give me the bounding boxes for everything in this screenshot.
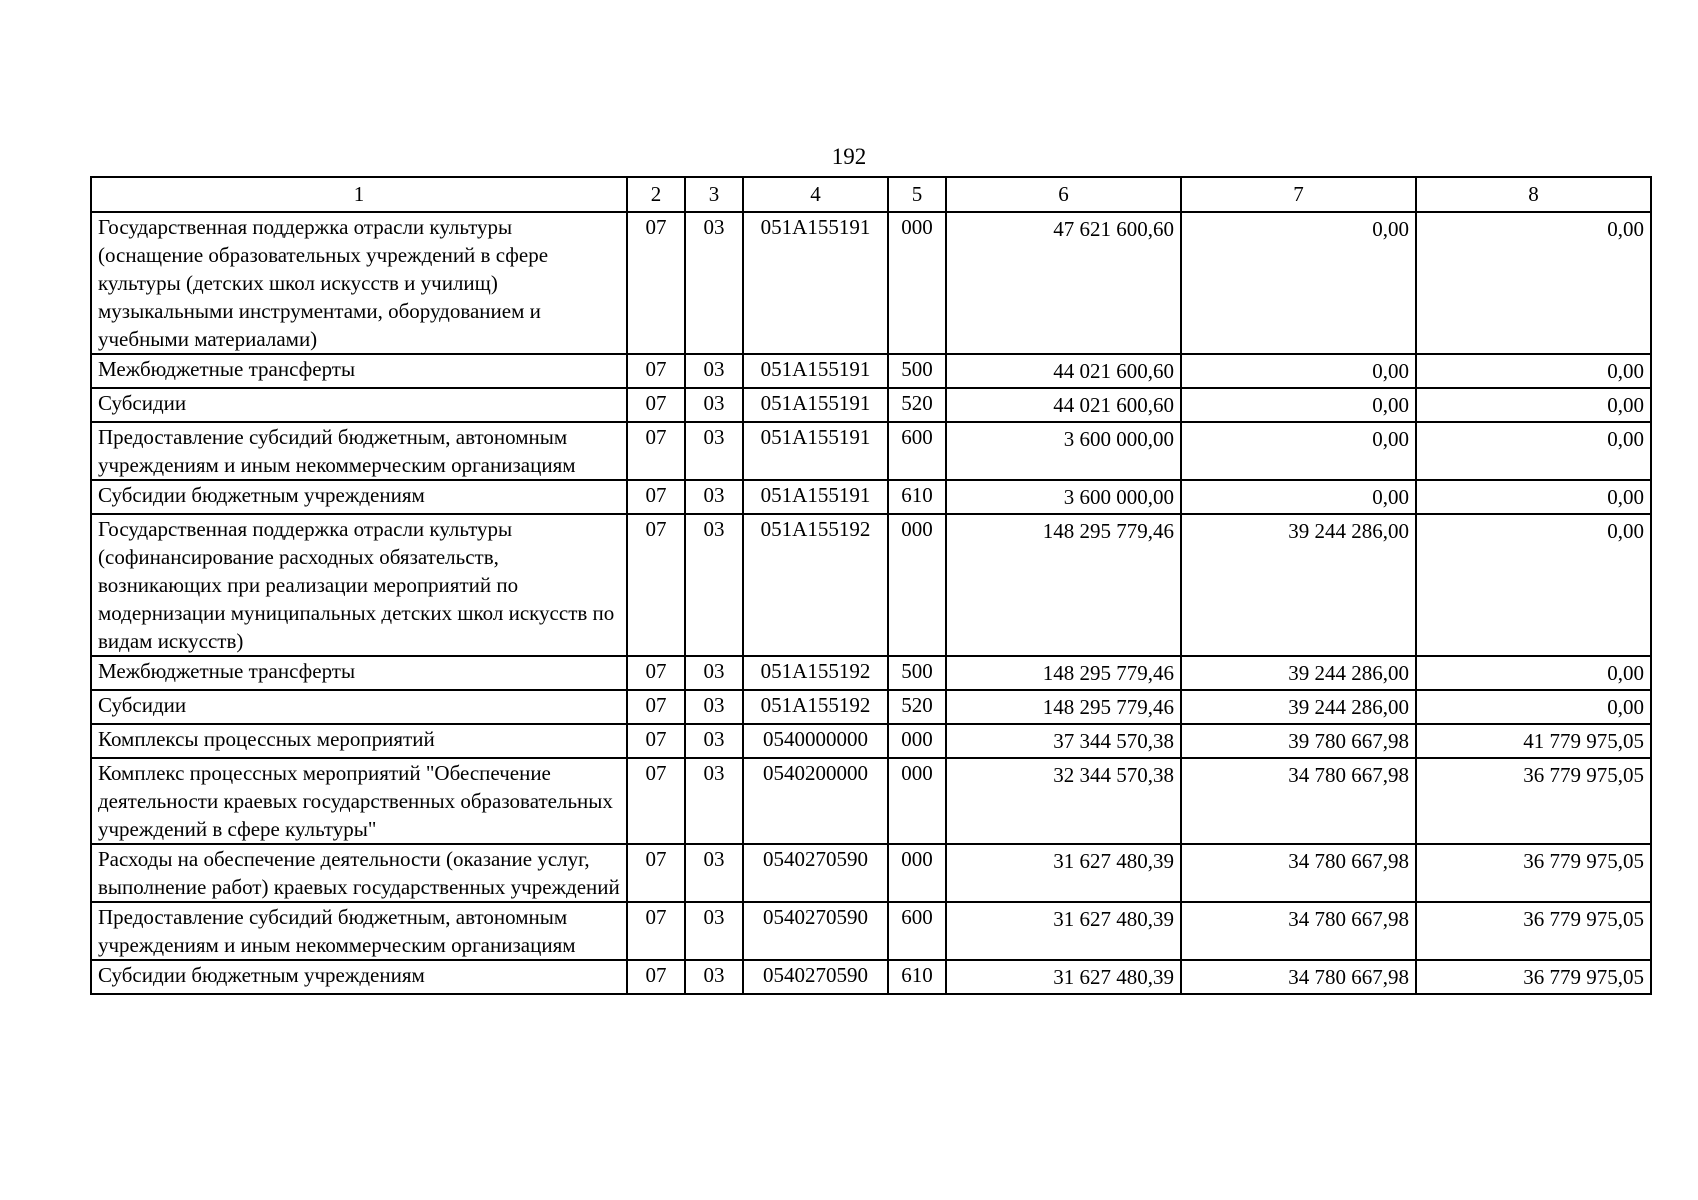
subsection-code: 03 <box>685 514 743 656</box>
subsection-code: 03 <box>685 902 743 960</box>
target-article-code: 0540270590 <box>743 844 888 902</box>
section-code: 07 <box>627 354 685 388</box>
row-name: Предоставление субсидий бюджетным, автономным учреждениям и иным некоммерческим организациям <box>91 422 627 480</box>
table-row <box>91 758 1651 844</box>
amount-col6: 47 621 600,60 <box>946 212 1181 354</box>
section-code: 07 <box>627 724 685 758</box>
table-row <box>91 480 1651 514</box>
subsection-code: 03 <box>685 844 743 902</box>
expense-type-code: 610 <box>888 480 946 514</box>
amount-col8: 36 779 975,05 <box>1416 844 1651 902</box>
table-row <box>91 212 1651 354</box>
amount-col6: 148 295 779,46 <box>946 690 1181 724</box>
amount-col6: 148 295 779,46 <box>946 514 1181 656</box>
subsection-code: 03 <box>685 758 743 844</box>
row-name: Государственная поддержка отрасли культуры (оснащение образовательных учреждений в сфере культуры (детских школ искусств и училищ) музыкальными инструментами, оборудованием и учебными материалами) <box>91 212 627 354</box>
amount-col8: 0,00 <box>1416 514 1651 656</box>
amount-col8: 0,00 <box>1416 388 1651 422</box>
amount-col8: 36 779 975,05 <box>1416 758 1651 844</box>
subsection-code: 03 <box>685 480 743 514</box>
expense-type-code: 500 <box>888 656 946 690</box>
section-code: 07 <box>627 422 685 480</box>
amount-col7: 0,00 <box>1181 480 1416 514</box>
page-number: 192 <box>831 144 867 169</box>
amount-col8: 0,00 <box>1416 422 1651 480</box>
header-cell: 2 <box>627 177 685 212</box>
amount-col7: 39 780 667,98 <box>1181 724 1416 758</box>
header-cell: 5 <box>888 177 946 212</box>
row-name: Субсидии бюджетным учреждениям <box>91 480 627 514</box>
table-row <box>91 388 1651 422</box>
target-article-code: 0540000000 <box>743 724 888 758</box>
section-code: 07 <box>627 690 685 724</box>
amount-col8: 41 779 975,05 <box>1416 724 1651 758</box>
amount-col6: 31 627 480,39 <box>946 902 1181 960</box>
amount-col8: 36 779 975,05 <box>1416 960 1651 994</box>
table-row <box>91 902 1651 960</box>
target-article-code: 0540200000 <box>743 758 888 844</box>
target-article-code: 051A155192 <box>743 514 888 656</box>
amount-col7: 0,00 <box>1181 388 1416 422</box>
amount-col8: 0,00 <box>1416 212 1651 354</box>
section-code: 07 <box>627 844 685 902</box>
expense-type-code: 000 <box>888 758 946 844</box>
expense-type-code: 000 <box>888 724 946 758</box>
amount-col6: 44 021 600,60 <box>946 388 1181 422</box>
amount-col8: 0,00 <box>1416 354 1651 388</box>
target-article-code: 051A155191 <box>743 480 888 514</box>
subsection-code: 03 <box>685 690 743 724</box>
header-cell: 1 <box>91 177 627 212</box>
budget-table <box>90 176 1652 995</box>
header-cell: 8 <box>1416 177 1651 212</box>
amount-col6: 32 344 570,38 <box>946 758 1181 844</box>
expense-type-code: 000 <box>888 844 946 902</box>
header-cell: 6 <box>946 177 1181 212</box>
target-article-code: 051A155191 <box>743 422 888 480</box>
row-name: Субсидии <box>91 388 627 422</box>
header-cell: 3 <box>685 177 743 212</box>
section-code: 07 <box>627 902 685 960</box>
section-code: 07 <box>627 212 685 354</box>
target-article-code: 0540270590 <box>743 902 888 960</box>
target-article-code: 051A155192 <box>743 690 888 724</box>
section-code: 07 <box>627 656 685 690</box>
row-name: Межбюджетные трансферты <box>91 656 627 690</box>
amount-col7: 34 780 667,98 <box>1181 758 1416 844</box>
section-code: 07 <box>627 514 685 656</box>
row-name: Субсидии бюджетным учреждениям <box>91 960 627 994</box>
amount-col7: 34 780 667,98 <box>1181 960 1416 994</box>
amount-col7: 39 244 286,00 <box>1181 514 1416 656</box>
amount-col6: 31 627 480,39 <box>946 960 1181 994</box>
target-article-code: 051A155191 <box>743 354 888 388</box>
row-name: Государственная поддержка отрасли культуры (софинансирование расходных обязательств, возникающих при реализации мероприятий по модернизации муниципальных детских школ искусств по видам искусств) <box>91 514 627 656</box>
amount-col6: 31 627 480,39 <box>946 844 1181 902</box>
amount-col6: 148 295 779,46 <box>946 656 1181 690</box>
subsection-code: 03 <box>685 422 743 480</box>
table-row <box>91 354 1651 388</box>
target-article-code: 051A155192 <box>743 656 888 690</box>
amount-col8: 0,00 <box>1416 690 1651 724</box>
subsection-code: 03 <box>685 960 743 994</box>
row-name: Субсидии <box>91 690 627 724</box>
expense-type-code: 600 <box>888 902 946 960</box>
expense-type-code: 500 <box>888 354 946 388</box>
section-code: 07 <box>627 758 685 844</box>
subsection-code: 03 <box>685 656 743 690</box>
subsection-code: 03 <box>685 354 743 388</box>
table-row <box>91 514 1651 656</box>
row-name: Комплекс процессных мероприятий "Обеспечение деятельности краевых государственных образовательных учреждений в сфере культуры" <box>91 758 627 844</box>
expense-type-code: 610 <box>888 960 946 994</box>
amount-col8: 36 779 975,05 <box>1416 902 1651 960</box>
table-row <box>91 656 1651 690</box>
target-article-code: 051A155191 <box>743 212 888 354</box>
amount-col6: 3 600 000,00 <box>946 422 1181 480</box>
header-cell: 7 <box>1181 177 1416 212</box>
expense-type-code: 600 <box>888 422 946 480</box>
target-article-code: 051A155191 <box>743 388 888 422</box>
subsection-code: 03 <box>685 212 743 354</box>
table-row <box>91 690 1651 724</box>
section-code: 07 <box>627 388 685 422</box>
section-code: 07 <box>627 960 685 994</box>
amount-col6: 3 600 000,00 <box>946 480 1181 514</box>
amount-col7: 39 244 286,00 <box>1181 656 1416 690</box>
table-row <box>91 844 1651 902</box>
expense-type-code: 520 <box>888 690 946 724</box>
subsection-code: 03 <box>685 388 743 422</box>
amount-col6: 44 021 600,60 <box>946 354 1181 388</box>
amount-col7: 0,00 <box>1181 354 1416 388</box>
amount-col6: 37 344 570,38 <box>946 724 1181 758</box>
table-row <box>91 724 1651 758</box>
amount-col7: 0,00 <box>1181 212 1416 354</box>
subsection-code: 03 <box>685 724 743 758</box>
amount-col7: 34 780 667,98 <box>1181 844 1416 902</box>
amount-col8: 0,00 <box>1416 480 1651 514</box>
expense-type-code: 520 <box>888 388 946 422</box>
amount-col7: 0,00 <box>1181 422 1416 480</box>
expense-type-code: 000 <box>888 212 946 354</box>
row-name: Межбюджетные трансферты <box>91 354 627 388</box>
row-name: Предоставление субсидий бюджетным, автономным учреждениям и иным некоммерческим организациям <box>91 902 627 960</box>
header-cell: 4 <box>743 177 888 212</box>
target-article-code: 0540270590 <box>743 960 888 994</box>
row-name: Комплексы процессных мероприятий <box>91 724 627 758</box>
expense-type-code: 000 <box>888 514 946 656</box>
amount-col7: 39 244 286,00 <box>1181 690 1416 724</box>
table-row <box>91 960 1651 994</box>
table-row <box>91 422 1651 480</box>
amount-col8: 0,00 <box>1416 656 1651 690</box>
row-name: Расходы на обеспечение деятельности (оказание услуг, выполнение работ) краевых государственных учреждений <box>91 844 627 902</box>
amount-col7: 34 780 667,98 <box>1181 902 1416 960</box>
header-row <box>91 177 1651 212</box>
section-code: 07 <box>627 480 685 514</box>
